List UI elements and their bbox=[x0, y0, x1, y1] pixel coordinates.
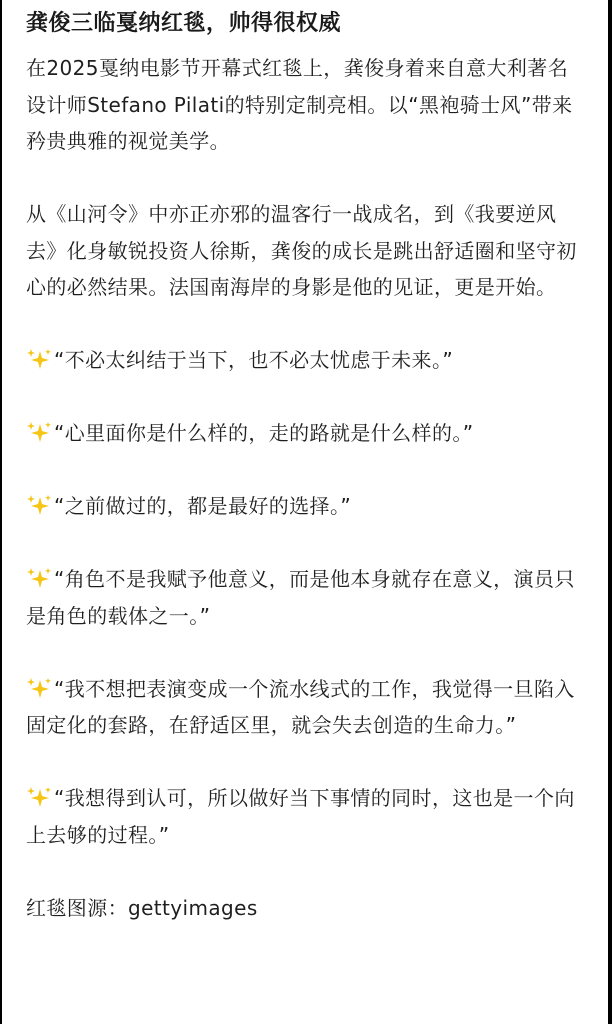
sparkles-icon bbox=[26, 674, 52, 696]
post-content bbox=[26, 8, 582, 926]
paragraph-gap bbox=[26, 853, 582, 890]
paragraph-gap bbox=[26, 452, 582, 489]
paragraph-gap bbox=[26, 525, 582, 562]
quote-item bbox=[26, 671, 582, 744]
sparkles-icon bbox=[26, 345, 52, 367]
post-page bbox=[2, 0, 608, 1024]
paragraph-gap bbox=[26, 160, 582, 197]
paragraph-gap bbox=[26, 306, 582, 343]
quote-text: “角色不是我赋予他意义，而是他本身就存在意义，演员只是角色的载体之一。” bbox=[26, 567, 575, 628]
quote-item bbox=[26, 780, 582, 853]
story-paragraph: 从《山河令》中亦正亦邪的温客行一战成名，到《我要逆风去》化身敏锐投资人徐斯，龚俊的成长是跳出舒适圈和坚守初心的必然结果。法国南海岸的身影是他的见证，更是开始。 bbox=[26, 202, 577, 299]
paragraph-gap bbox=[26, 744, 582, 781]
paragraph-gap bbox=[26, 379, 582, 416]
paragraph-gap bbox=[26, 634, 582, 671]
quote-item bbox=[26, 415, 582, 452]
quote-text: “不必太纠结于当下，也不必太忧虑于未来。” bbox=[54, 348, 454, 372]
image-source-credit: 红毯图源：gettyimages bbox=[26, 895, 258, 920]
quote-text: “我不想把表演变成一个流水线式的工作，我觉得一旦陷入固定化的套路，在舒适区里，就会失去创造的生命力。” bbox=[26, 676, 575, 737]
sparkles-icon bbox=[26, 783, 52, 805]
quote-item bbox=[26, 488, 582, 525]
quote-list bbox=[26, 306, 582, 854]
post-title: 龚俊三临戛纳红毯，帅得很权威 bbox=[26, 11, 342, 36]
sparkles-icon bbox=[26, 491, 52, 513]
quote-text: “心里面你是什么样的，走的路就是什么样的。” bbox=[54, 421, 474, 445]
intro-paragraph: 在2025戛纳电影节开幕式红毯上，龚俊身着来自意大利著名设计师Stefano Pilati的特别定制亮相。以“黑袍骑士风”带来矜贵典雅的视觉美学。 bbox=[26, 56, 573, 153]
sparkles-icon bbox=[26, 564, 52, 586]
quote-item bbox=[26, 342, 582, 379]
sparkles-icon bbox=[26, 418, 52, 440]
quote-text: “我想得到认可，所以做好当下事情的同时，这也是一个向上去够的过程。” bbox=[26, 786, 575, 847]
quote-item bbox=[26, 561, 582, 634]
quote-text: “之前做过的，都是最好的选择。” bbox=[54, 494, 352, 518]
